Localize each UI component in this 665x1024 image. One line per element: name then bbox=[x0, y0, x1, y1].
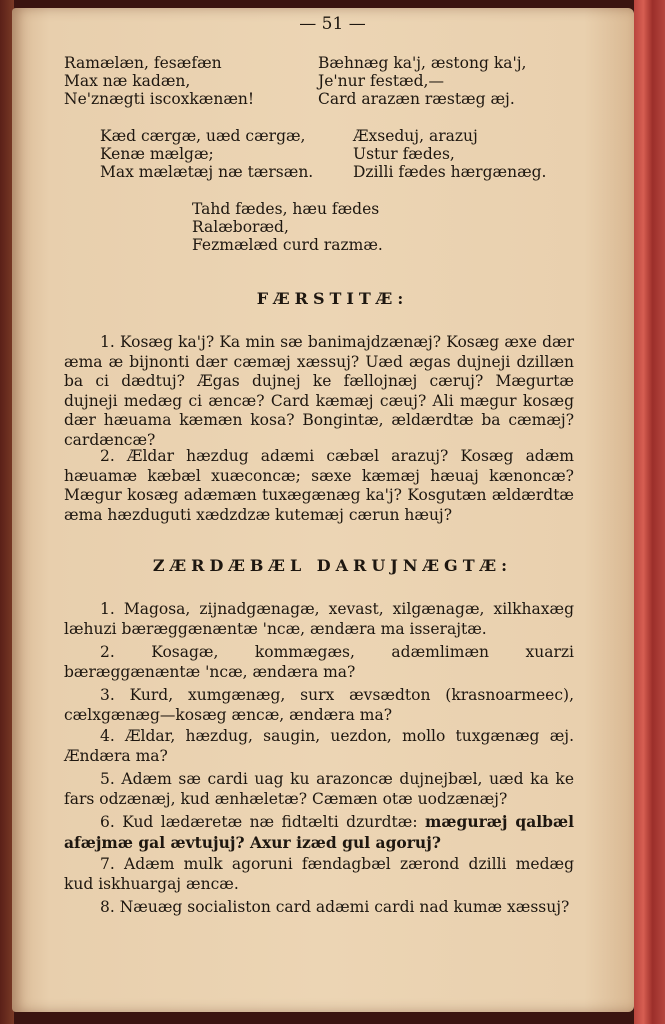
note-paragraph: 1. Magosa, zijnadgænagæ, xevast, xilgænagæ, xilkhaxæg læhuzi bæræggænæntæ 'ncæ, ændæra ma isserajtæ. bbox=[64, 600, 574, 638]
poem-line: Card arazæn ræstæg æj. bbox=[318, 90, 515, 108]
note-paragraph: 7. Adæm mulk agoruni fændagbæl zærond dzilli medæg kud iskhuargaj æncæ. bbox=[64, 855, 574, 893]
poem-line: Tahd fædes, hæu fædes bbox=[192, 200, 380, 218]
poem-line: Kenæ mælgæ; bbox=[100, 145, 214, 163]
note-text: 6. Kud lædæretæ næ fidtælti dzurdtæ: bbox=[100, 813, 425, 831]
poem-line: Max mælætæj næ tærsæn. bbox=[100, 163, 314, 181]
poem-line: Kæd cærgæ, uæd cærgæ, bbox=[100, 127, 306, 145]
poem-stanza-3 bbox=[192, 200, 383, 254]
poem-line: Max næ kadæn, bbox=[64, 72, 191, 90]
question-paragraph: 2. Ældar hæzdug adæmi cæbæl arazuj? Kosæg adæm hæuamæ kæbæl xuæconcæ; sæxe kæmæj hæuaj kænoncæ? Mægur kosæg adæmæn tuxægænæg ka'j? Kosgutæn ældærdtæ æma hæzduguti xædzdzæ kutemæj cærun hæuj? bbox=[64, 447, 574, 524]
book-cover-edge bbox=[634, 0, 665, 1024]
poem-stanza-2-left bbox=[100, 127, 313, 181]
note-paragraph: 8. Næuæg socialiston card adæmi cardi nad kumæ xæssuj? bbox=[100, 898, 570, 916]
poem-line: Bæhnæg ka'j, æstong ka'j, bbox=[318, 54, 527, 72]
poem-stanza-1-right bbox=[318, 54, 526, 108]
poem-line: Ne'znægti iscoxkænæn! bbox=[64, 90, 255, 108]
note-paragraph-6 bbox=[64, 812, 574, 853]
section-title-notes: ZÆRDÆBÆL DARUJNÆGTÆ: bbox=[152, 556, 513, 575]
poem-stanza-2-right bbox=[353, 127, 547, 181]
question-paragraph: 1. Kosæg ka'j? Ka min sæ banimajdzænæj? Kosæg æxe dær æma æ bijnonti dær cæmæj xæssuj? Uæd ægas dujneji dzillæn ba ci dædtuj? Ægas dujnej ke fællojnæj cæruj? Mægurtæ dujneji medæg ci æncæ? Card kæmæj cæuj? Ali mægur kosæg dær hæuama kæmæn kosa? Bongintæ, ældærdtæ ba cæmæj? cardæncæ? bbox=[64, 333, 574, 449]
note-paragraph: 3. Kurd, xumgænæg, surx ævsædton (krasnoarmeec), cælxgænæg—kosæg æncæ, ændæra ma? bbox=[64, 686, 574, 724]
poem-line: Je'nur festæd,— bbox=[318, 72, 444, 90]
note-paragraph: 2. Kosagæ, kommægæs, adæmlimæn xuarzi bæræggænæntæ 'ncæ, ændæra ma? bbox=[64, 643, 574, 681]
poem-line: Ramælæn, fesæfæn bbox=[64, 54, 222, 72]
page-number: — 51 — bbox=[299, 14, 366, 34]
poem-line: Ustur fædes, bbox=[353, 145, 455, 163]
poem-line: Fezmælæd curd razmæ. bbox=[192, 236, 383, 254]
poem-line: Ralæboræd, bbox=[192, 218, 289, 236]
section-title-questions: FÆRSTITÆ: bbox=[256, 289, 409, 308]
poem-stanza-1-left bbox=[64, 54, 254, 108]
poem-line: Æxseduj, arazuj bbox=[353, 127, 478, 145]
poem-line: Dzilli fædes hærgænæg. bbox=[353, 163, 547, 181]
note-paragraph: 4. Ældar, hæzdug, saugin, uezdon, mollo tuxgænæg æj. Ændæra ma? bbox=[64, 727, 574, 765]
note-paragraph: 5. Adæm sæ cardi uag ku arazoncæ dujnejbæl, uæd ka ke fars odzænæj, kud ænhæletæ? Cæmæn otæ uodzænæj? bbox=[64, 770, 574, 808]
proverb-bold: mæguræj qalbæl afæjmæ gal ævtujuj? Axur izæd gul agoruj? bbox=[64, 812, 574, 852]
